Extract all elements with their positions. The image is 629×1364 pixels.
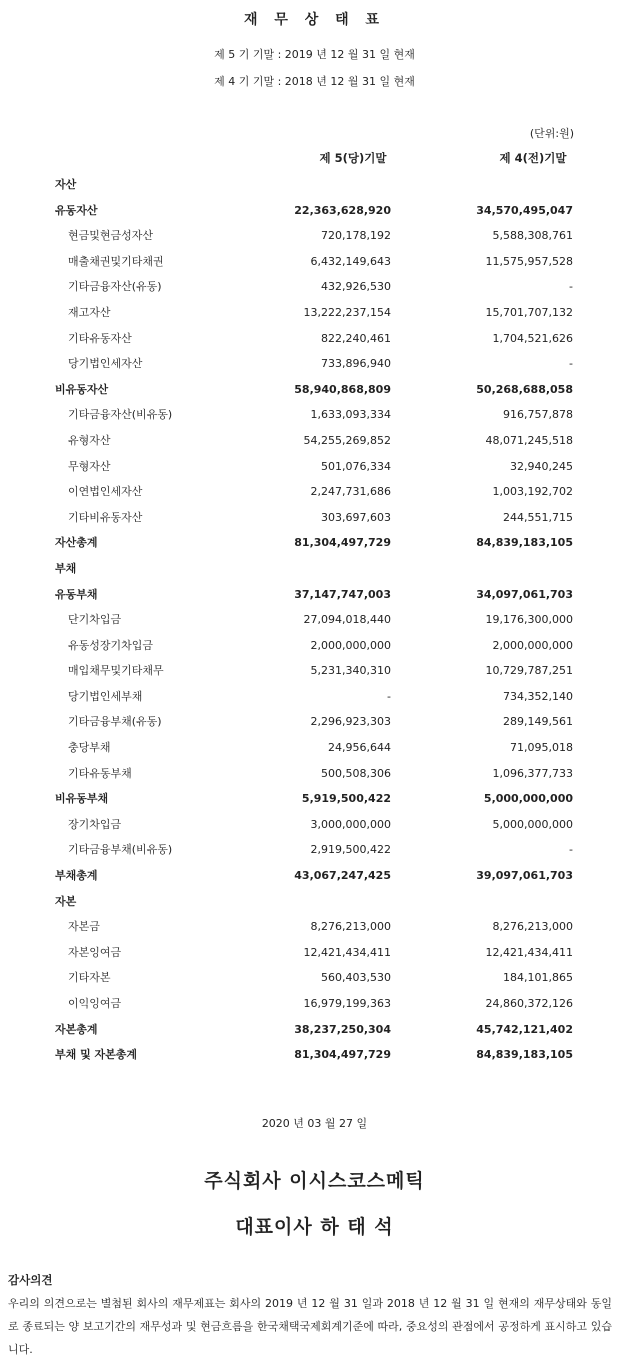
row-label: 현금및현금성자산 <box>68 229 154 243</box>
table-row <box>0 812 629 838</box>
row-value-prior: 5,000,000,000 <box>492 817 573 831</box>
row-value-prior: 84,839,183,105 <box>476 536 573 550</box>
row-value-prior: 34,097,061,703 <box>476 587 573 601</box>
row-value-current: 2,247,731,686 <box>310 485 391 499</box>
row-label: 기타자본 <box>68 971 111 985</box>
row-label: 비유동부채 <box>55 792 109 806</box>
row-label: 자본금 <box>68 920 100 934</box>
row-label: 장기차입금 <box>68 817 122 831</box>
table-row <box>0 402 629 428</box>
row-label: 기타금융부채(비유동) <box>68 843 173 857</box>
row-value-prior: 5,588,308,761 <box>492 229 573 243</box>
row-label: 이연법인세자산 <box>68 485 143 499</box>
row-label: 이익잉여금 <box>68 997 122 1010</box>
row-value-current: 13,222,237,154 <box>303 305 391 319</box>
table-row <box>0 658 629 684</box>
row-value-current: 81,304,497,729 <box>294 1048 391 1062</box>
table-row <box>0 582 629 608</box>
row-label: 부채 및 자본총계 <box>55 1048 138 1062</box>
row-value-prior: 1,003,192,702 <box>492 485 573 499</box>
row-value-prior: - <box>569 357 573 371</box>
row-label: 당기법인세부채 <box>68 689 143 703</box>
row-value-current: 2,000,000,000 <box>310 638 391 652</box>
table-row <box>0 940 629 966</box>
table-row <box>0 761 629 787</box>
table-row <box>0 300 629 326</box>
row-label: 자본총계 <box>55 1022 98 1036</box>
statement-date: 2020 년 03 월 27 일 <box>261 1117 368 1130</box>
table-row <box>0 863 629 889</box>
row-value-current: 54,255,269,852 <box>303 433 391 447</box>
row-label: 유동성장기차입금 <box>68 638 154 652</box>
table-row <box>0 889 629 915</box>
row-label: 부채총계 <box>55 869 98 883</box>
row-value-prior: 11,575,957,528 <box>485 254 573 268</box>
row-value-prior: 244,551,715 <box>503 510 573 524</box>
row-value-current: 81,304,497,729 <box>294 536 391 550</box>
table-row <box>0 377 629 403</box>
row-value-prior: 2,000,000,000 <box>492 638 573 652</box>
period-prior: 제 4 기 기말 : 2018 년 12 월 31 일 현재 <box>214 75 415 88</box>
row-value-prior: 916,757,878 <box>503 408 573 422</box>
row-value-prior: 12,421,434,411 <box>485 945 573 959</box>
row-label: 기타유동자산 <box>68 331 132 345</box>
company-name: 주식회사 이시스코스메틱 <box>204 1170 425 1192</box>
row-value-prior: 45,742,121,402 <box>476 1022 573 1036</box>
row-label: 기타금융부채(유동) <box>68 715 162 729</box>
row-label: 단기차입금 <box>68 613 122 627</box>
row-label: 충당부채 <box>68 741 111 755</box>
row-value-current: 303,697,603 <box>321 510 391 524</box>
row-label: 재고자산 <box>68 305 111 319</box>
row-value-current: 12,421,434,411 <box>303 945 391 959</box>
table-row <box>0 505 629 531</box>
audit-opinion-body: 우리의 의견으로는 별첨된 회사의 재무제표는 회사의 2019 년 12 월 31 일과 2018 년 12 월 31 일 현재의 재무상태와 동일로 종료되는 양 보고기간의 재무성과 및 현금흐름을 한국채택국제회계기준에 따라, 중요성의 관점에서 공정하게 표시하고 있습니다. <box>8 1297 612 1356</box>
table-row <box>0 914 629 940</box>
row-value-prior: - <box>569 843 573 857</box>
row-value-current: 720,178,192 <box>321 229 391 243</box>
row-label: 기타금융자산(유동) <box>68 280 162 294</box>
period-current: 제 5 기 기말 : 2019 년 12 월 31 일 현재 <box>214 48 415 61</box>
table-row <box>0 1017 629 1043</box>
row-value-current: 37,147,747,003 <box>294 587 391 601</box>
table-row <box>0 428 629 454</box>
row-value-prior: 289,149,561 <box>503 715 573 729</box>
row-value-prior: 734,352,140 <box>503 689 573 703</box>
table-row <box>0 172 629 198</box>
row-value-prior: 39,097,061,703 <box>476 869 573 883</box>
column-header-prior: 제 4(전)기말 <box>499 151 567 165</box>
table-row <box>0 709 629 735</box>
row-value-prior: 48,071,245,518 <box>485 433 573 447</box>
table-row <box>0 965 629 991</box>
balance-sheet-table <box>0 172 629 1068</box>
row-value-prior: 15,701,707,132 <box>485 305 573 319</box>
row-value-current: 3,000,000,000 <box>310 817 391 831</box>
row-value-prior: 34,570,495,047 <box>476 203 573 217</box>
row-value-prior: 10,729,787,251 <box>485 664 573 678</box>
row-label: 자산총계 <box>55 536 98 550</box>
table-row <box>0 837 629 863</box>
row-label: 부채 <box>55 561 77 575</box>
row-value-prior: 84,839,183,105 <box>476 1048 573 1062</box>
row-label: 유동부채 <box>55 587 98 601</box>
unit-label: (단위:원) <box>529 127 574 140</box>
row-label: 기타비유동자산 <box>68 510 143 524</box>
row-value-prior: 8,276,213,000 <box>492 920 573 934</box>
row-value-current: 2,296,923,303 <box>310 715 391 729</box>
row-value-current: 501,076,334 <box>321 459 391 473</box>
row-value-prior: 32,940,245 <box>510 459 573 473</box>
row-value-current: 733,896,940 <box>321 357 391 371</box>
row-value-current: 27,094,018,440 <box>303 613 391 627</box>
row-label: 유동자산 <box>55 203 98 217</box>
row-label: 비유동자산 <box>55 382 109 396</box>
table-row <box>0 223 629 249</box>
row-value-current: 22,363,628,920 <box>294 203 391 217</box>
row-label: 당기법인세자산 <box>68 357 143 371</box>
row-value-current: 58,940,868,809 <box>294 382 391 396</box>
row-value-current: 24,956,644 <box>328 741 391 755</box>
row-value-current: 5,231,340,310 <box>310 664 391 678</box>
table-row <box>0 1042 629 1068</box>
row-value-prior: 50,268,688,058 <box>476 382 573 396</box>
row-label: 기타금융자산(비유동) <box>68 408 173 422</box>
row-value-current: 432,926,530 <box>321 280 391 294</box>
table-row <box>0 633 629 659</box>
row-value-prior: 184,101,865 <box>503 971 573 985</box>
row-label: 자본 <box>55 894 77 908</box>
row-value-prior: 1,096,377,733 <box>492 766 573 780</box>
table-row <box>0 274 629 300</box>
row-value-current: 8,276,213,000 <box>310 920 391 934</box>
table-row <box>0 607 629 633</box>
row-value-prior: 19,176,300,000 <box>485 613 573 627</box>
statement-title: 재 무 상 태 표 <box>243 12 386 28</box>
table-row <box>0 530 629 556</box>
row-value-prior: 5,000,000,000 <box>483 792 573 806</box>
row-value-current: 560,403,530 <box>321 971 391 985</box>
row-value-current: 5,919,500,422 <box>301 792 391 806</box>
row-value-current: 43,067,247,425 <box>294 869 391 883</box>
row-value-current: 16,979,199,363 <box>303 997 391 1010</box>
row-label: 매입채무및기타채무 <box>68 664 164 678</box>
audit-opinion-title: 감사의견 <box>8 1273 53 1287</box>
row-value-current: 38,237,250,304 <box>294 1022 391 1036</box>
table-row <box>0 735 629 761</box>
table-row <box>0 249 629 275</box>
row-value-current: 6,432,149,643 <box>310 254 391 268</box>
column-header-current: 제 5(당)기말 <box>319 151 387 165</box>
table-row <box>0 198 629 224</box>
row-label: 무형자산 <box>68 459 111 473</box>
row-value-prior: 24,860,372,126 <box>485 997 573 1010</box>
row-value-prior: 1,704,521,626 <box>492 331 573 345</box>
row-label: 매출채권및기타채권 <box>68 254 164 268</box>
row-value-current: 822,240,461 <box>321 331 391 345</box>
row-label: 유형자산 <box>68 433 111 447</box>
table-row <box>0 786 629 812</box>
row-label: 자본잉여금 <box>68 945 122 959</box>
row-value-current: - <box>387 689 391 703</box>
table-row <box>0 556 629 582</box>
row-value-prior: - <box>569 280 573 294</box>
table-row <box>0 479 629 505</box>
table-row <box>0 684 629 710</box>
table-row <box>0 326 629 352</box>
table-row <box>0 991 629 1017</box>
row-value-prior: 71,095,018 <box>510 741 573 755</box>
row-label: 기타유동부채 <box>68 766 132 780</box>
table-row <box>0 454 629 480</box>
row-value-current: 1,633,093,334 <box>310 408 391 422</box>
ceo-name: 대표이사 하 태 석 <box>235 1216 394 1238</box>
table-row <box>0 351 629 377</box>
row-value-current: 500,508,306 <box>321 766 391 780</box>
row-value-current: 2,919,500,422 <box>310 843 391 857</box>
row-label: 자산 <box>55 178 77 191</box>
